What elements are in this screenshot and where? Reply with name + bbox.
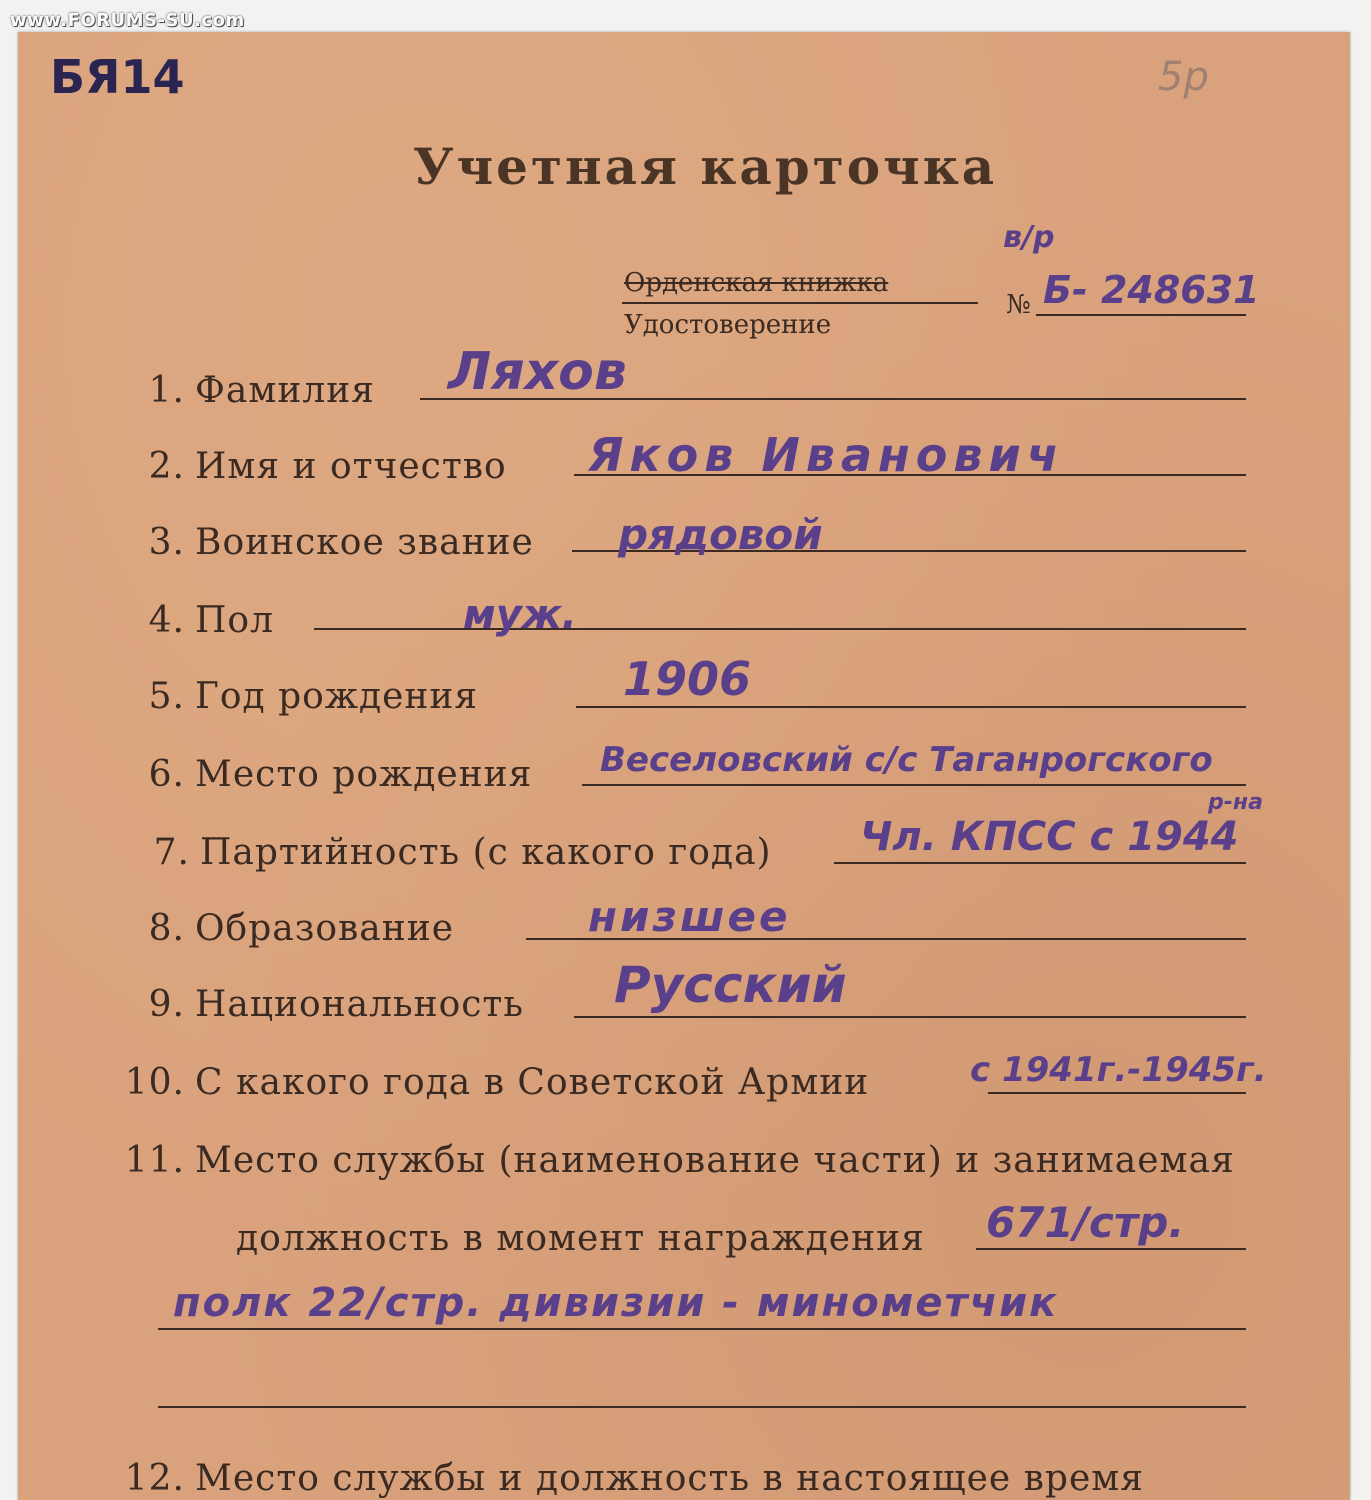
field-3-value: рядовой xyxy=(618,510,823,559)
corner-mark: 5р xyxy=(1158,54,1209,100)
field-11-line-3 xyxy=(158,1406,1246,1408)
field-10-line xyxy=(988,1092,1246,1094)
doc-type-alt: Удостоверение xyxy=(624,310,832,340)
field-4-line xyxy=(314,628,1246,630)
field-6-label: 6. Место рождения xyxy=(148,754,533,795)
field-6-line xyxy=(582,784,1246,786)
field-9-line xyxy=(574,1016,1246,1018)
field-12-label: 12. Место службы и должность в настоящее время xyxy=(124,1458,1144,1499)
field-2-value: Яков Иванович xyxy=(588,428,1065,482)
doc-type-line xyxy=(622,302,978,304)
field-10-label: 10. С какого года в Советской Армии xyxy=(124,1062,870,1103)
field-7-label: 7. Партийность (с какого года) xyxy=(153,832,772,873)
field-6-value-extra: р-на xyxy=(1208,790,1263,815)
archive-code: БЯ14 xyxy=(50,50,185,104)
field-11-line-2 xyxy=(158,1328,1246,1330)
field-1-value: Ляхов xyxy=(448,342,627,402)
field-8-label: 8. Образование xyxy=(148,908,455,949)
doc-number-label: № xyxy=(1006,290,1031,320)
field-11-value-2: полк 22/стр. дивизии - минометчик xyxy=(173,1280,1059,1326)
field-4-value: муж. xyxy=(463,592,577,638)
field-9-value: Русский xyxy=(614,956,847,1014)
field-10-value: с 1941г.-1945г. xyxy=(970,1050,1267,1090)
field-3-label: 3. Воинское звание xyxy=(148,522,534,563)
doc-series-prefix: в/р xyxy=(1003,220,1055,255)
card-title: Учетная карточка xyxy=(413,137,998,196)
field-11-label-2: должность в момент награждения xyxy=(236,1218,925,1259)
site-watermark: www.FORUMS-SU.com xyxy=(10,10,245,31)
registration-card xyxy=(18,32,1350,1500)
doc-number: Б- 248631 xyxy=(1043,268,1260,312)
field-7-line xyxy=(834,862,1246,864)
field-2-label: 2. Имя и отчество xyxy=(148,446,507,487)
field-9-label: 9. Национальность xyxy=(148,984,524,1025)
field-5-label: 5. Год рождения xyxy=(148,676,479,717)
field-6-value: Веселовский с/с Таганрогского xyxy=(600,740,1213,780)
field-11-label: 11. Место службы (наименование части) и занимаемая xyxy=(124,1140,1235,1181)
doc-type-struck: Орденская книжка xyxy=(624,268,889,298)
doc-number-line xyxy=(1036,314,1246,316)
field-7-value: Чл. КПСС с 1944 xyxy=(860,814,1239,860)
field-5-line xyxy=(576,706,1246,708)
field-5-value: 1906 xyxy=(623,652,752,706)
field-11-line-1 xyxy=(976,1248,1246,1250)
field-8-value: низшее xyxy=(588,892,791,941)
field-11-value: 671/стр. xyxy=(986,1198,1185,1247)
field-4-label: 4. Пол xyxy=(148,600,274,641)
field-1-label: 1. Фамилия xyxy=(148,370,375,411)
